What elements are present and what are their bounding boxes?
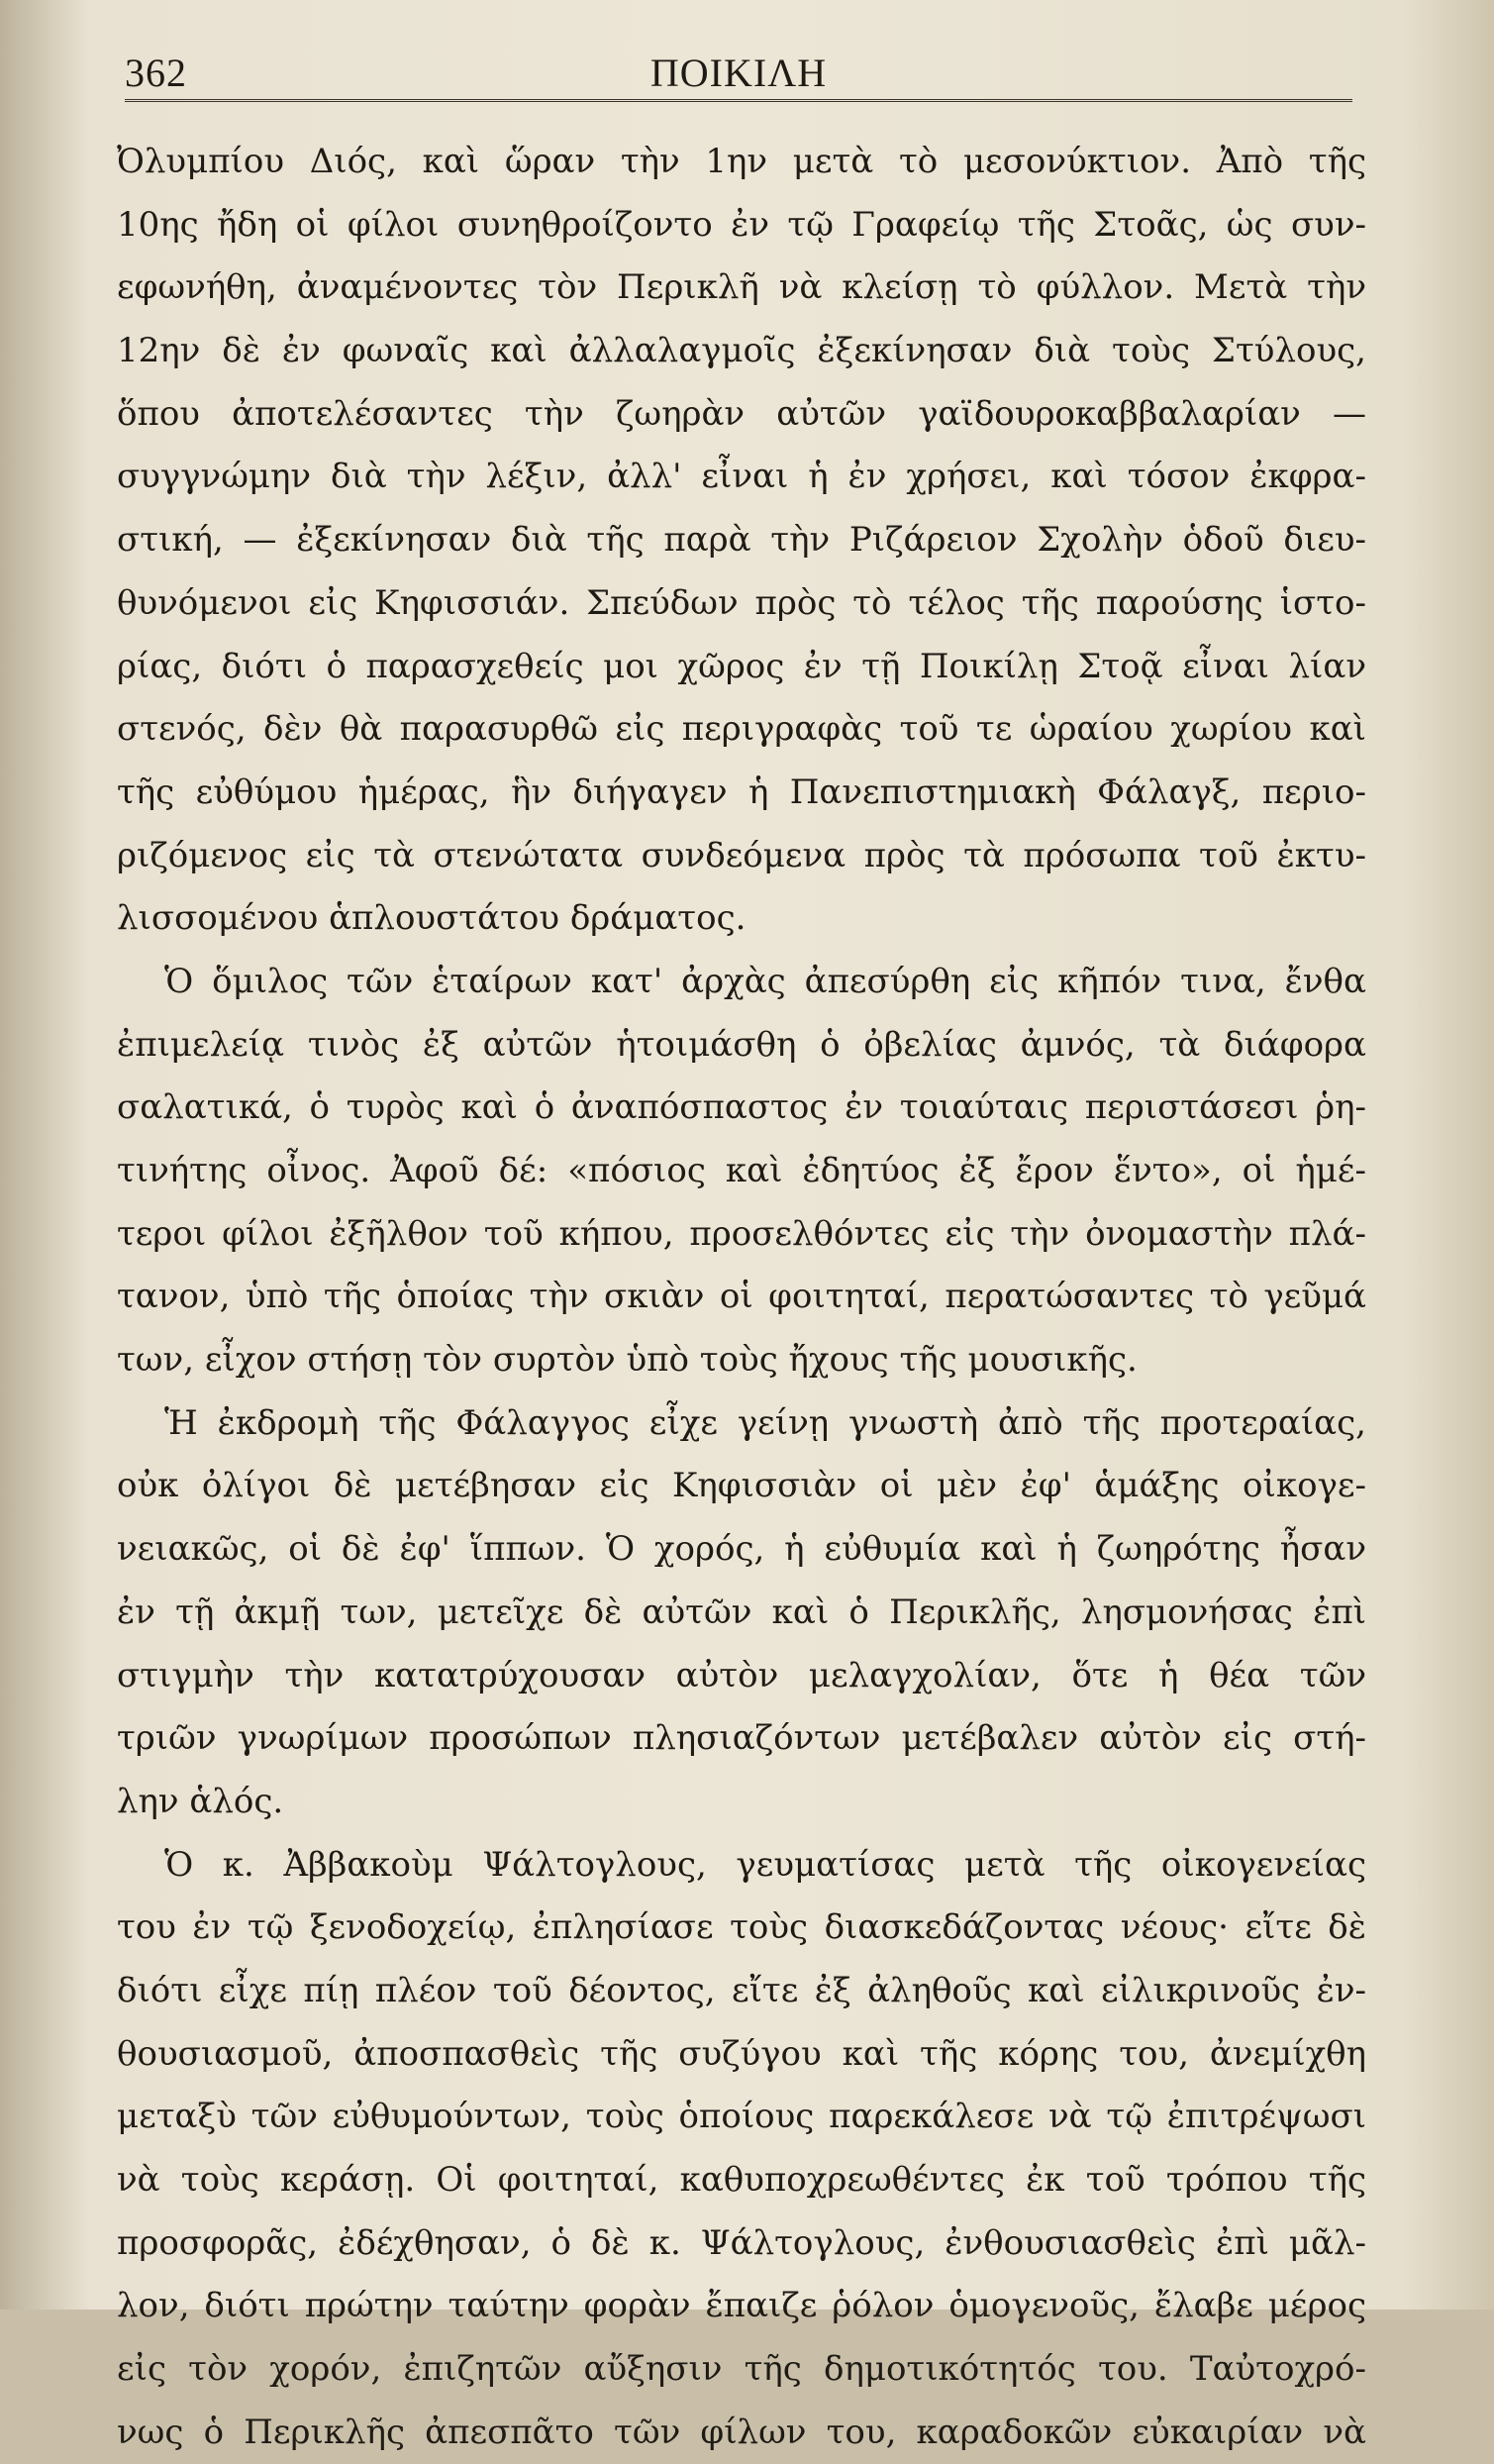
text-line: ὅπου ἀποτελέσαντες τὴν ζωηρὰν αὐτῶν γαϊδουροκαββαλαρίαν — <box>117 393 1366 434</box>
text-line: νὰ τοὺς κεράσῃ. Οἱ φοιτηταί, καθυποχρεωθέντες ἐκ τοῦ τρόπου τῆς <box>117 2160 1366 2200</box>
body-text <box>117 131 1366 2464</box>
text-line: Ἡ ἐκδρομὴ τῆς Φάλαγγος εἶχε γείνῃ γνωστὴ ἀπὸ τῆς προτεραίας, <box>164 1402 1366 1443</box>
text-line: ρίας, διότι ὁ παρασχεθείς μοι χῶρος ἐν τῇ Ποικίλῃ Στοᾷ εἶναι λίαν <box>117 646 1366 686</box>
text-line: συγγνώμην διὰ τὴν λέξιν, ἀλλ' εἶναι ἡ ἐν χρήσει, καὶ τόσον ἐκφρα- <box>117 457 1366 497</box>
text-line: οὐκ ὀλίγοι δὲ μετέβησαν εἰς Κηφισσιὰν οἱ μὲν ἐφ' ἁμάξης οἰκογε- <box>117 1466 1366 1506</box>
text-line: λισσομένου ἁπλουστάτου δράματος. <box>117 898 747 939</box>
text-line: Ὁ ὅμιλος τῶν ἑταίρων κατ' ἀρχὰς ἀπεσύρθη εἰς κῆπόν τινα, ἔνθα <box>164 961 1366 1001</box>
paragraph-2 <box>117 951 1366 1392</box>
text-line: τῆς εὐθύμου ἡμέρας, ἣν διήγαγεν ἡ Πανεπιστημιακὴ Φάλαγξ, περιο- <box>117 771 1366 812</box>
text-line: 12ην δὲ ἐν φωναῖς καὶ ἀλλαλαγμοῖς ἐξεκίνησαν διὰ τοὺς Στύλους, <box>117 331 1366 371</box>
text-line: στενός, δὲν θὰ παρασυρθῶ εἰς περιγραφὰς τοῦ τε ὡραίου χωρίου καὶ <box>117 709 1366 750</box>
text-line: τριῶν γνωρίμων προσώπων πλησιαζόντων μετέβαλεν αὐτὸν εἰς στή- <box>117 1718 1366 1759</box>
text-line: τανον, ὑπὸ τῆς ὁποίας τὴν σκιὰν οἱ φοιτηταί, περατώσαντες τὸ γεῦμά <box>117 1277 1366 1317</box>
text-line: λην ἁλός. <box>117 1781 284 1821</box>
text-line: στική, — ἐξεκίνησαν διὰ τῆς παρὰ τὴν Ριζάρειον Σχολὴν ὁδοῦ διευ- <box>117 520 1366 561</box>
text-line: λον, διότι πρώτην ταύτην φορὰν ἔπαιζε ῥόλον ὁμογενοῦς, ἔλαβε μέρος <box>117 2286 1366 2326</box>
text-line: νειακῶς, οἱ δὲ ἐφ' ἵππων. Ὁ χορός, ἡ εὐθυμία καὶ ἡ ζωηρότης ἦσαν <box>117 1529 1366 1570</box>
text-line: των, εἶχον στήσῃ τὸν συρτὸν ὑπὸ τοὺς ἤχους τῆς μουσικῆς. <box>117 1340 1138 1381</box>
text-line: θουσιασμοῦ, ἀποσπασθεὶς τῆς συζύγου καὶ τῆς κόρης του, ἀνεμίχθη <box>117 2033 1366 2074</box>
text-line: θυνόμενοι εἰς Κηφισσιάν. Σπεύδων πρὸς τὸ τέλος τῆς παρούσης ἱστο- <box>117 582 1366 623</box>
text-line: τεροι φίλοι ἐξῆλθον τοῦ κήπου, προσελθόντες εἰς τὴν ὀνομαστὴν πλά- <box>117 1213 1366 1254</box>
header-rule <box>125 99 1352 108</box>
text-line: προσφορᾶς, ἐδέχθησαν, ὁ δὲ κ. Ψάλτογλους, ἐνθουσιασθεὶς ἐπὶ μᾶλ- <box>117 2222 1366 2263</box>
text-line: εἰς τὸν χορόν, ἐπιζητῶν αὔξησιν τῆς δημοτικότητός του. Ταὐτοχρό- <box>117 2349 1366 2390</box>
text-line: διότι εἶχε πίῃ πλέον τοῦ δέοντος, εἴτε ἐξ ἀληθοῦς καὶ εἰλικρινοῦς ἐν- <box>117 1970 1366 2010</box>
text-line: Ὀλυμπίου Διός, καὶ ὥραν τὴν 1ην μετὰ τὸ μεσονύκτιον. Ἀπὸ τῆς <box>117 142 1366 181</box>
text-line: στιγμὴν τὴν κατατρύχουσαν αὐτὸν μελαγχολίαν, ὅτε ἡ θέα τῶν <box>117 1655 1366 1695</box>
paragraph-1 <box>117 131 1366 951</box>
text-line: ἐν τῇ ἀκμῇ των, μετεῖχε δὲ αὐτῶν καὶ ὁ Περικλῆς, λησμονήσας ἐπὶ <box>117 1591 1366 1632</box>
text-line: νως ὁ Περικλῆς ἀπεσπᾶτο τῶν φίλων του, καραδοκῶν εὐκαιρίαν νὰ <box>117 2412 1366 2452</box>
page-number: 362 <box>125 51 187 95</box>
text-line: ριζόμενος εἰς τὰ στενώτατα συνδεόμενα πρὸς τὰ πρόσωπα τοῦ ἐκτυ- <box>117 835 1366 875</box>
paragraph-4 <box>117 1834 1366 2464</box>
text-line: τινήτης οἶνος. Ἀφοῦ δέ: «πόσιος καὶ ἐδητύος ἐξ ἔρον ἕντο», οἱ ἡμέ- <box>117 1151 1366 1190</box>
text-line: 10ης ἤδη οἱ φίλοι συνηθροίζοντο ἐν τῷ Γραφείῳ τῆς Στοᾶς, ὡς συν- <box>117 204 1366 245</box>
text-line: μεταξὺ τῶν εὐθυμούντων, τοὺς ὁποίους παρεκάλεσε νὰ τῷ ἐπιτρέψωσι <box>117 2097 1366 2137</box>
text-line: Ὁ κ. Ἀββακοὺμ Ψάλτογλους, γευματίσας μετὰ τῆς οἰκογενείας <box>164 1844 1366 1885</box>
paragraph-3 <box>117 1392 1366 1834</box>
text-line: σαλατικά, ὁ τυρὸς καὶ ὁ ἀναπόσπαστος ἐν τοιαύταις περιστάσεσι ῥη- <box>117 1087 1366 1128</box>
running-title: ΠΟΙΚΙΛΗ <box>649 51 828 95</box>
text-line: του ἐν τῷ ξενοδοχείῳ, ἐπλησίασε τοὺς διασκεδάζοντας νέους· εἴτε δὲ <box>117 1907 1366 1948</box>
text-line: ἐπιμελείᾳ τινὸς ἐξ αὐτῶν ἡτοιμάσθη ὁ ὀβελίας ἀμνός, τὰ διάφορα <box>117 1024 1366 1065</box>
text-line: εφωνήθη, ἀναμένοντες τὸν Περικλῆ νὰ κλείσῃ τὸ φύλλον. Μετὰ τὴν <box>117 267 1366 308</box>
running-head <box>125 42 1352 101</box>
